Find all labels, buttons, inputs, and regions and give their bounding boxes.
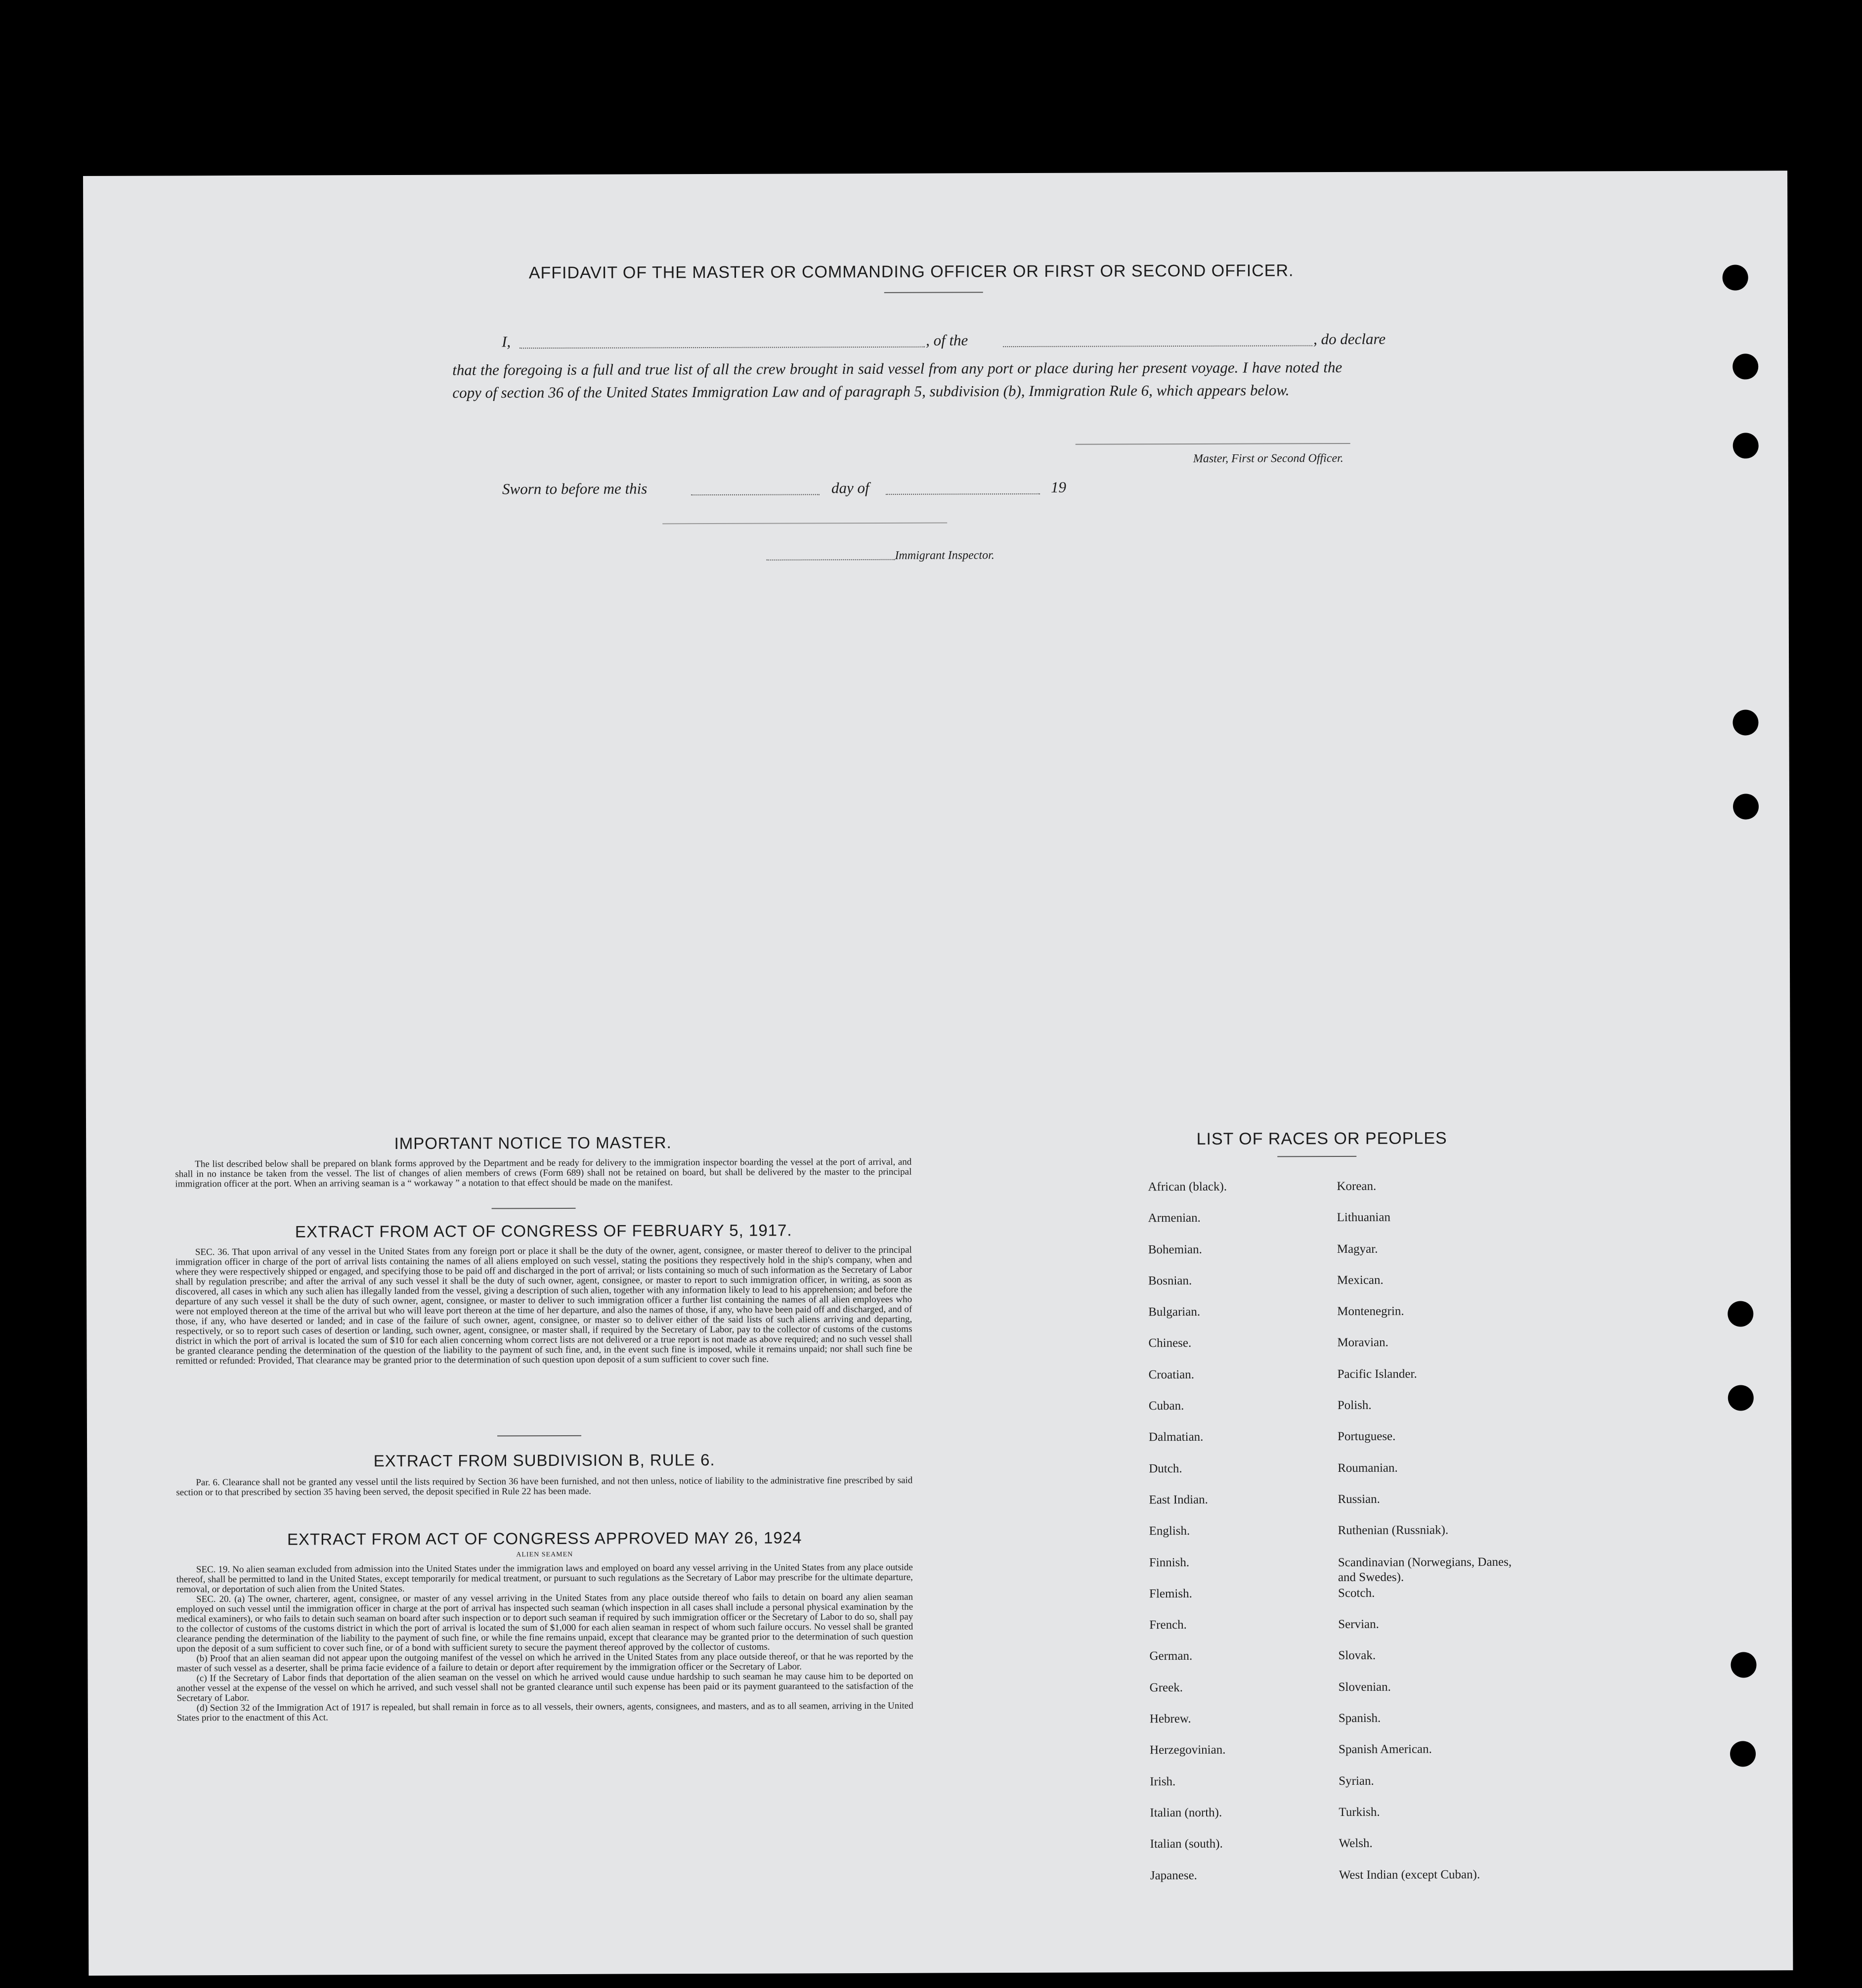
race-item: Cuban. bbox=[1148, 1399, 1184, 1413]
signature-label: Master, First or Second Officer. bbox=[1193, 451, 1343, 465]
race-item: Magyar. bbox=[1337, 1242, 1378, 1256]
name-field[interactable] bbox=[520, 347, 925, 349]
race-item: Pacific Islander. bbox=[1337, 1367, 1417, 1381]
notice-paragraph: The list described below shall be prepared on blank forms approved by the Department and be ready for delivery to the immigration inspector boarding the vessel at the port of arrival, and shall in no instance be taken from the vessel. The list of changes of alien members of crews (Form 689) shall not be retained on board, but shall be delivered by the master to the principal immigration officer at the port. When an arriving seaman is a “ workaway ” a notation to that effect should be made on the manifest. bbox=[175, 1156, 912, 1190]
races-title-underline bbox=[1277, 1156, 1356, 1157]
race-item: Italian (south). bbox=[1150, 1837, 1223, 1851]
race-item: Moravian. bbox=[1337, 1336, 1388, 1350]
notice-title: IMPORTANT NOTICE TO MASTER. bbox=[394, 1133, 672, 1153]
extract-1917-text bbox=[175, 1245, 912, 1367]
punch-hole bbox=[1731, 1652, 1756, 1678]
race-item: Portuguese. bbox=[1337, 1430, 1396, 1444]
title-underline bbox=[884, 292, 983, 293]
race-item: Turkish. bbox=[1339, 1805, 1380, 1819]
race-item: Irish. bbox=[1150, 1774, 1176, 1788]
section-36-paragraph: SEC. 36. That upon arrival of any vessel in the United States from any foreign port or place it shall be the duty of the owner, agent, consignee, or master thereof to deliver to the principal immigration officer in charge of the port of arrival lists containing the names of all aliens employed on such vessel, stating the positions they respectively hold in the ship's company, when and where they were respectively shipped or engaged, and specifying those to be paid off and discharged in the port of arrival; or lists containing so much of such information as the Secretary of Labor shall by regulation prescribe; and after the arrival of any such vessel it shall be the duty of such owner, agent, consignee, or master to report to such immigration officer, in writing, as soon as discovered, all cases in which any such alien has illegally landed from the vessel, giving a description of such alien, together with any information likely to lead to his apprehension; and before the departure of any such vessel it shall be the duty of such owner, agent, consignee, or master to deliver to such immigration officer a further list containing the names of all alien employees who were not employed thereon at the time of the arrival but who will leave port thereon at the time of her departure, and also the names of those, if any, who have been paid off and discharged, and of those, if any, who have deserted or landed; and in case of the failure of such owner, agent, consignee, or master so to deliver either of the said lists of such aliens arriving and departing, respectively, or so to report such cases of desertion or landing, such owner, agent, consignee, or master shall, if required by the Secretary of Labor, pay to the collector of customs of the customs district in which the port of arrival is located the sum of $10 for each alien concerning whom correct lists are not delivered or a true report is not made as above required; and no such vessel shall be granted clearance pending the determination of the question of the liability to the payment of such fine, and, in the event such fine is imposed, while it remains unpaid; nor shall such fine be remitted or refunded: Provided, That clearance may be granted prior to the determination of such question upon deposit of a sum sufficient to cover such fine. bbox=[175, 1244, 912, 1367]
race-item: Slovak. bbox=[1338, 1649, 1376, 1663]
sworn-month-field[interactable] bbox=[886, 493, 1040, 495]
race-item: Polish. bbox=[1337, 1398, 1372, 1413]
race-item: Dalmatian. bbox=[1148, 1430, 1204, 1444]
inspector-line-2[interactable] bbox=[766, 559, 895, 561]
day-of-text: day of bbox=[831, 479, 869, 497]
punch-hole bbox=[1733, 433, 1759, 458]
extract-1924-title: EXTRACT FROM ACT OF CONGRESS APPROVED MAY 26, 1924 bbox=[287, 1528, 802, 1548]
race-item: Spanish. bbox=[1338, 1711, 1381, 1725]
race-item: Herzegovinian. bbox=[1149, 1743, 1226, 1757]
race-item: East Indian. bbox=[1149, 1493, 1208, 1507]
race-item: Lithuanian bbox=[1337, 1210, 1390, 1225]
inspector-label: Immigrant Inspector. bbox=[895, 549, 995, 562]
affidavit-i: I, bbox=[502, 333, 511, 351]
race-item: Japanese. bbox=[1150, 1868, 1197, 1882]
race-item: French. bbox=[1149, 1618, 1187, 1632]
affidavit-body: that the foregoing is a full and true list of all the crew brought in said vessel from any port or place during her present voyage. I have noted the copy of section 36 of the United States Immigration Law and of paragraph 5, subdivision (b), Immigration Rule 6, which appears below. bbox=[452, 358, 1342, 401]
notice-divider bbox=[492, 1208, 576, 1209]
sec-20a-paragraph: SEC. 20. (a) The owner, charterer, agent, consignee, or master of any vessel arriving in the United States from any place outside thereof who fails to detain on board any alien seaman employed on such vessel until the immigration officer in charge at the port of arrival has inspected such seaman (which inspection in all cases shall include a personal physical examination by the medical examiners), or who fails to detain such seaman on board after such inspection or to deport such seaman if required by such immigration officer or the Secretary of Labor to do so, shall pay to the collector of customs of the customs district in which the port of arrival is located the sum of $1,000 for each alien seaman in respect of whom such failure occurs. No vessel shall be granted clearance pending the determination of the liability to the payment of such fine, or while the fine remains unpaid, except that clearance may be granted prior to the determination of such question upon the deposit of a sum sufficient to cover such fine, or of a bond with sufficient surety to secure the payment thereof approved by the collector of customs. bbox=[176, 1591, 913, 1654]
race-item: Croatian. bbox=[1148, 1368, 1195, 1382]
sec-20b-paragraph: (b) Proof that an alien seaman did not appear upon the outgoing manifest of the vessel on which he arrived in the United States from any place outside thereof, or that he was reported by the master of such vessel as a deserter, shall be prima facie evidence of a failure to detain or deport after requirement by the immigration officer or the Secretary of Labor. bbox=[176, 1651, 913, 1674]
punch-hole bbox=[1723, 265, 1748, 290]
sworn-day-field[interactable] bbox=[691, 494, 820, 495]
inspector-line[interactable] bbox=[662, 523, 947, 525]
punch-hole bbox=[1728, 1385, 1754, 1411]
race-item: Mexican. bbox=[1337, 1273, 1384, 1287]
race-item: Hebrew. bbox=[1149, 1712, 1191, 1726]
race-item: Servian. bbox=[1338, 1617, 1379, 1632]
document-page bbox=[83, 171, 1793, 1976]
race-item: Bosnian. bbox=[1148, 1274, 1192, 1288]
signature-line[interactable] bbox=[1076, 443, 1350, 445]
notice-text bbox=[175, 1157, 911, 1190]
year-prefix: 19 bbox=[1050, 478, 1067, 496]
race-item: Flemish. bbox=[1149, 1587, 1192, 1601]
race-item: Slovenian. bbox=[1338, 1680, 1391, 1694]
race-item: Italian (north). bbox=[1150, 1806, 1222, 1820]
punch-hole bbox=[1733, 794, 1759, 819]
rule-6-text bbox=[176, 1476, 912, 1498]
race-item: Ruthenian (Russniak). bbox=[1338, 1523, 1449, 1538]
sec-20c-paragraph: (c) If the Secretary of Labor finds that deportation of the alien seaman on the vessel on which he arrived would cause undue hardship to such seaman he may cause him to be deported on another vessel at the expense of the vessel on which he arrived, and such vessel shall not be granted clearance until such expense has been paid or its payment guaranteed to the satisfaction of the Secretary of Labor. bbox=[176, 1671, 913, 1704]
sworn-text: Sworn to before me this bbox=[502, 480, 648, 498]
sec-20d-paragraph: (d) Section 32 of the Immigration Act of 1917 is repealed, but shall remain in force as to all vessels, their owners, agents, consignees, and masters, and as to all seamen, arriving in the United States prior to the enactment of this Act. bbox=[176, 1700, 913, 1723]
races-column-1 bbox=[1148, 1180, 1229, 1900]
race-item: Syrian. bbox=[1339, 1774, 1374, 1788]
race-item: Bulgarian. bbox=[1148, 1305, 1201, 1319]
races-column-2 bbox=[1337, 1179, 1527, 1900]
race-item: Montenegrin. bbox=[1337, 1304, 1404, 1319]
rule-6-paragraph: Par. 6. Clearance shall not be granted any vessel until the lists required by Section 36 have been furnished, and not then unless, notice of liability to the administrative fine prescribed by said section or to that prescribed by section 35 having been served, the deposit specified in Rule 22 has been made. bbox=[176, 1475, 913, 1498]
affidavit-title: AFFIDAVIT OF THE MASTER OR COMMANDING OFFICER OR FIRST OR SECOND OFFICER. bbox=[528, 261, 1294, 283]
punch-hole bbox=[1732, 353, 1758, 379]
race-item: Welsh. bbox=[1339, 1837, 1373, 1851]
race-item: Spanish American. bbox=[1338, 1742, 1432, 1757]
vessel-field[interactable] bbox=[1003, 345, 1312, 347]
punch-hole bbox=[1732, 709, 1758, 735]
alien-seamen-subtitle: ALIEN SEAMEN bbox=[516, 1550, 573, 1559]
race-item: Korean. bbox=[1337, 1179, 1377, 1193]
race-item: African (black). bbox=[1148, 1180, 1227, 1194]
punch-hole bbox=[1728, 1301, 1753, 1326]
race-item: Chinese. bbox=[1148, 1336, 1192, 1350]
affidavit-of-the: , of the bbox=[925, 331, 968, 349]
extract-divider bbox=[497, 1435, 581, 1437]
races-title: LIST OF RACES OR PEOPLES bbox=[1196, 1129, 1447, 1149]
race-item: Scotch. bbox=[1338, 1586, 1375, 1600]
rule-6-title: EXTRACT FROM SUBDIVISION B, RULE 6. bbox=[373, 1450, 715, 1470]
punch-hole bbox=[1730, 1741, 1756, 1767]
race-item: English. bbox=[1149, 1524, 1190, 1538]
extract-1917-title: EXTRACT FROM ACT OF CONGRESS OF FEBRUARY 5, 1917. bbox=[295, 1221, 792, 1241]
race-item: Dutch. bbox=[1149, 1461, 1182, 1475]
race-item: Bohemian. bbox=[1148, 1242, 1202, 1256]
race-item: West Indian (except Cuban). bbox=[1339, 1867, 1480, 1882]
race-item: Armenian. bbox=[1148, 1211, 1201, 1225]
affidavit-declare: , do declare bbox=[1313, 330, 1386, 348]
race-item: Scandinavian (Norwegians, Danes, and Swedes). bbox=[1338, 1555, 1512, 1584]
race-item: German. bbox=[1149, 1649, 1193, 1663]
race-item: Finnish. bbox=[1149, 1555, 1190, 1569]
race-item: Roumanian. bbox=[1338, 1461, 1398, 1475]
sec-19-paragraph: SEC. 19. No alien seaman excluded from admission into the United States under the immigration laws and employed on board any vessel arriving in the United States from any place outside thereof, shall be permitted to land in the United States, except temporarily for medical treatment, or pursuant to such regulations as the Secretary of Labor may prescribe for the ultimate departure, removal, or deportation of such alien from the United States. bbox=[176, 1562, 913, 1595]
extract-1924-text bbox=[176, 1563, 913, 1723]
race-item: Greek. bbox=[1149, 1680, 1183, 1694]
race-item: Russian. bbox=[1338, 1492, 1380, 1506]
